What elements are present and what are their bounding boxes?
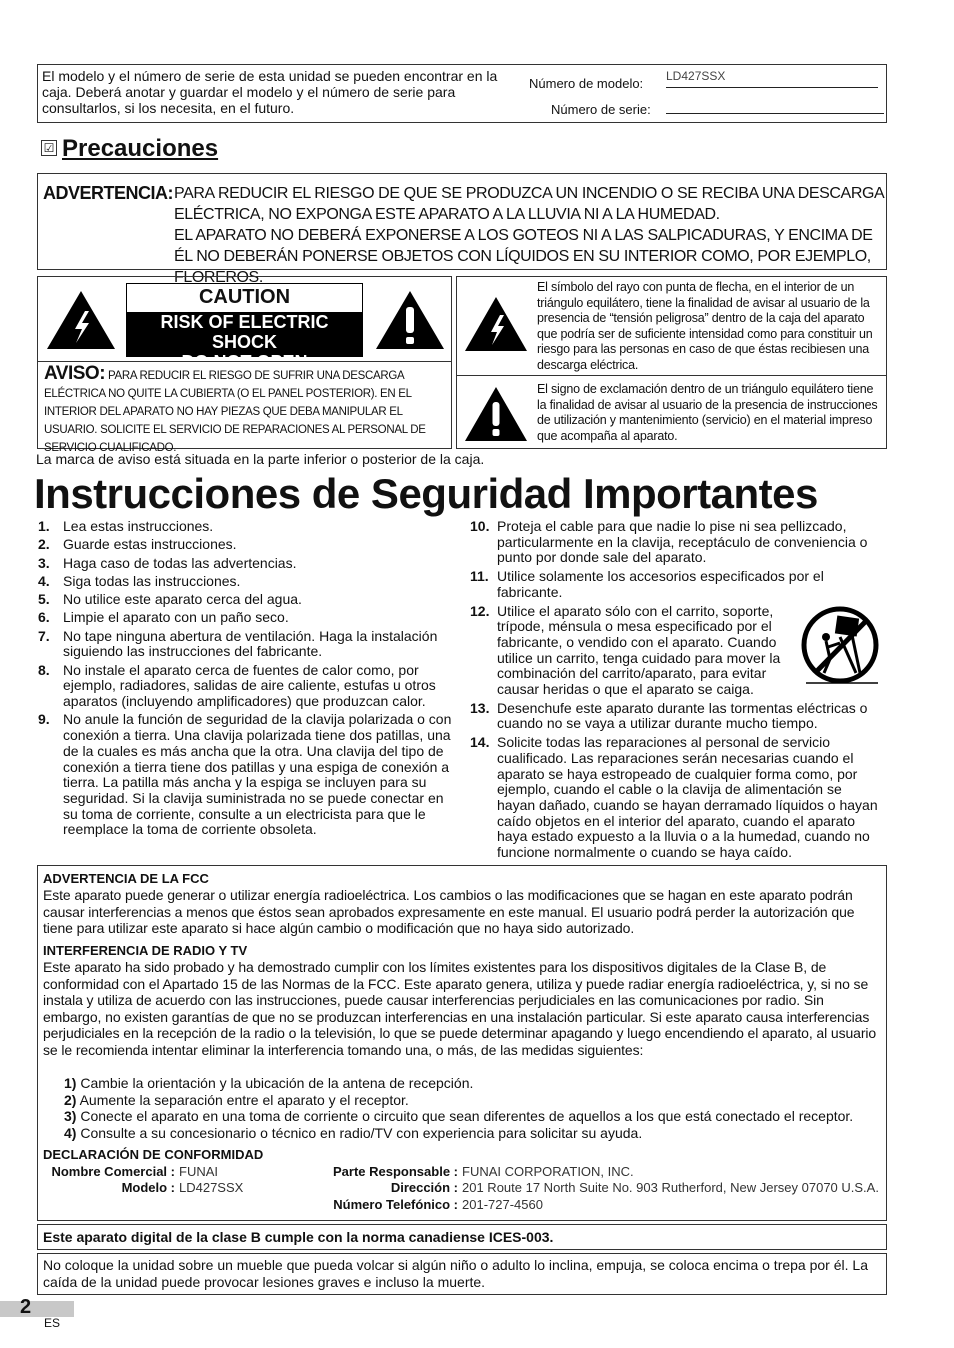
interference-measure-item [64, 1075, 473, 1091]
checkbox-icon: ☑ [41, 140, 57, 156]
instruction-text: No anule la función de seguridad de la clavija polarizada o con conexión a tierra. Una clavija polarizada tiene dos patillas, una de la cuales es más ancha que la otra. Una clavija del tipo de conexión a tierra tiene dos patillas y una espiga de conexión a tierra. La patilla más ancha y la espiga se incluyen para su seguridad. Si la clavija suministrada no se puede conectar en su toma de corriente, consulte a un electricista para que le reemplace la toma de corriente obsoleta. [63, 711, 452, 838]
serial-number-value [666, 95, 884, 114]
phone-value: 201-727-4560 [462, 1197, 543, 1212]
warning-mark-location-note: La marca de aviso está situada en la parte inferior o posterior de la caja. [36, 451, 485, 467]
instruction-number: 5. [38, 591, 50, 608]
instruction-text: Limpie el aparato con un paño seco. [63, 609, 289, 626]
trade-name-label: Nombre Comercial : [51, 1164, 175, 1179]
model-value: LD427SSX [179, 1180, 244, 1195]
instruction-number: 8. [38, 661, 50, 678]
warning-box [37, 173, 887, 286]
instruction-text: Solicite todas las reparaciones al personal de servicio cualificado. Las reparaciones serán necesarias cuando el aparato se haya estropeado de cualquier forma como, por ejemplo, cuando el cable o la clavija de alimentación se hayan dañado, cuando se hayan derramado líquidos o hayan caído objetos en el interior del aparato, cuando el aparato haya estado expuesto a la lluvia o a la humedad, cuando no funcione normalmente o cuando se haya caído. [497, 734, 878, 861]
page-language: ES [44, 1316, 61, 1330]
measure-number: 1) [64, 1075, 77, 1091]
instruction-text: Proteja el cable para que nadie lo pise ni sea pellizcado, particularmente en la clavija, receptáculo de conveniencia o punto por donde sale del aparato. [497, 518, 868, 566]
instruction-number: 7. [38, 627, 50, 644]
warning-text [174, 183, 884, 288]
fcc-box [37, 865, 887, 1221]
instruction-text: Utilice solamente los accesorios especificados por el fabricante. [497, 568, 824, 600]
fcc-warning-text: Este aparato puede generar o utilizar energía radioeléctrica. Los cambios o las modificaciones que se hagan en este aparato podrán causar interferencias a menos que éstos sean aprobados expresamente en este manual. El usuario podrá perder la autorización que tiene para utilizar este aparato si hace algún cambio o modificación que no haya sido autorizado. [43, 887, 855, 936]
warning-label: ADVERTENCIA: [43, 183, 174, 203]
lightning-warning-icon [45, 289, 117, 351]
canada-compliance-box [37, 1224, 887, 1250]
page-number: 2 [20, 1296, 32, 1318]
instruction-number: 3. [38, 554, 50, 571]
instruction-item [470, 519, 880, 566]
aviso-text-block [44, 365, 449, 457]
instruction-item [470, 569, 880, 600]
address-label: Dirección : [390, 1180, 458, 1195]
phone-label: Número Telefónico : [333, 1197, 458, 1212]
exclamation-warning-icon [374, 289, 446, 351]
interference-text: Este aparato ha sido probado y ha demostrado cumplir con los límites existentes para los dispositivos digitales de la Clase B, de conformidad con el Apartado 15 de las Normas de la FCC. Este aparato genera, utiliza y puede radiar energía radioeléctrica, y, si no se instala y utiliza de acuerdo con las instrucciones, puede causar interferencias perjudiciales en las comunicaciones por radio. Sin embargo, no existen garantías de que no se produzcan interferencias en una instalación particular. Si este aparato causa interferencias perjudiciales en la recepción de la radio o la televisión, lo que se puede determinar apagando y luego encendiendo el aparato, al usuario se le recomienda intentar eliminar la interferencia tomando una, o más, de las medidas siguientes: [43, 959, 877, 1058]
instruction-number: 1. [38, 518, 50, 534]
symbol-explanations-box [456, 276, 887, 449]
caution-title: CAUTION [198, 286, 291, 308]
caution-line-2: DO NOT OPEN [181, 352, 308, 372]
instruction-item [38, 712, 452, 838]
instruction-number: 2. [38, 536, 50, 553]
caution-shock-notice [127, 312, 362, 372]
trade-name-value: FUNAI [179, 1164, 218, 1179]
instructions-list-right [470, 519, 880, 864]
model-number-value: LD427SSX [666, 69, 878, 88]
canada-compliance-text: Este aparato digital de la clase B cumple con la norma canadiense ICES-003. [43, 1229, 554, 1245]
caution-box [37, 276, 452, 454]
interference-heading: INTERFERENCIA DE RADIO Y TV [43, 943, 248, 958]
exclamation-triangle-icon [463, 385, 529, 443]
instruction-text: No tape ninguna abertura de ventilación. Haga la instalación siguiendo las instrucciones del fabricante. [63, 627, 438, 660]
instruction-text: No utilice este aparato cerca del agua. [63, 591, 302, 608]
precauciones-title: Precauciones [62, 135, 219, 162]
lightning-triangle-icon [463, 295, 529, 353]
aviso-label: AVISO: [44, 363, 106, 384]
instruction-text: Guarde estas instrucciones. [63, 536, 237, 553]
instruction-item [38, 663, 452, 710]
interference-measure-item [64, 1125, 642, 1141]
instruction-number: 13. [470, 699, 490, 716]
instruction-item [38, 556, 452, 572]
aviso-text: PARA REDUCIR EL RIESGO DE SUFRIR UNA DESCARGA ELÉCTRICA NO QUITE LA CUBIERTA (O EL PANEL POSTERIOR). EN EL INTERIOR DEL APARATO NO HAY PIEZAS QUE DEBA MANIPULAR EL USUARIO. SOLICITE EL SERVICIO DE REPARACIONES AL PERSONAL DE SERVICIO CUALIFICADO. [44, 370, 426, 454]
instruction-item [38, 592, 452, 608]
instruction-number: 6. [38, 609, 50, 626]
instruction-text: Lea estas instrucciones. [63, 518, 214, 534]
measure-text: Cambie la orientación y la ubicación de la antena de recepción. [80, 1075, 474, 1091]
measure-number: 2) [64, 1091, 77, 1108]
warning-line-1: PARA REDUCIR EL RIESGO DE QUE SE PRODUZCA UN INCENDIO O SE RECIBA UNA DESCARGA ELÉCTRICA, NO EXPONGA ESTE APARATO A LA LLUVIA NI A LA HUMEDAD. [174, 185, 884, 223]
warning-line-2: EL APARATO NO DEBERÁ EXPONERSE A LOS GOTEOS NI A LAS SALPICADURAS, Y ENCIMA DE ÉL NO DEBERÁN PONERSE OBJETOS CON LÍQUIDOS EN SU INTERIOR COMO, POR EJEMPLO, FLOREROS. [174, 227, 873, 286]
measure-text: Conecte el aparato en una toma de corriente o circuito que sean diferentes de aquellos a los que está conectado el receptor. [80, 1108, 854, 1124]
symbol-divider [457, 375, 886, 376]
instruction-number: 10. [470, 518, 490, 534]
instruction-item [38, 574, 452, 590]
fcc-warning-heading: ADVERTENCIA DE LA FCC [43, 871, 209, 886]
caution-divider [38, 361, 451, 362]
instruction-item [38, 629, 452, 660]
tip-over-warning-box [37, 1253, 887, 1295]
model-number-label: Número de modelo: [529, 76, 644, 91]
instructions-list-left [38, 519, 452, 841]
exclamation-symbol-description: El signo de exclamación dentro de un triángulo equilátero tiene la finalidad de avisar al usuario de la presencia de instrucciones de utilización y mantenimiento (servicio) en el material impreso que acompaña al aparato. [537, 382, 878, 443]
instruction-item [38, 610, 452, 626]
measure-number: 4) [64, 1124, 77, 1141]
conformity-heading: DECLARACIÓN DE CONFORMIDAD [43, 1147, 264, 1162]
instruction-number: 12. [470, 602, 490, 619]
page-title: Instrucciones de Seguridad Importantes [34, 470, 818, 517]
model-serial-note: El modelo y el número de serie de esta unidad se pueden encontrar en la caja. Deberá anotar y guardar el modelo y el número de serie para consultarlos, si los necesita, en el futuro. [42, 68, 498, 116]
responsible-party-label: Parte Responsable : [333, 1164, 458, 1179]
instruction-text: Haga caso de todas las advertencias. [63, 554, 297, 571]
instruction-number: 4. [38, 572, 50, 589]
measure-text: Aumente la separación entre el aparato y el receptor. [79, 1091, 409, 1108]
instruction-text: Utilice el aparato sólo con el carrito, soporte, trípode, ménsula o mesa especificado por el fabricante, o vendido con el aparato. Cuando utilice un carrito, tenga cuidado para mover la combinación del carrito/aparato, para evitar causar heridas o que el aparato se caiga. [497, 602, 781, 698]
caution-label [126, 283, 363, 372]
interference-measure-item [64, 1092, 409, 1108]
instruction-number: 14. [470, 734, 490, 751]
instruction-item [38, 537, 452, 553]
instruction-text: No instale el aparato cerca de fuentes de calor como, por ejemplo, radiadores, salidas de aire caliente, estufas u otros aparatos (incluyendo amplificadores) que produzcan calor. [63, 661, 436, 710]
instruction-text: Desenchufe este aparato durante las tormentas eléctricas o cuando no se vaya a utilizar durante mucho tiempo. [497, 699, 868, 732]
instruction-text: Siga todas las instrucciones. [63, 572, 241, 589]
address-value: 201 Route 17 North Suite No. 903 Rutherford, New Jersey 07070 U.S.A. [462, 1180, 879, 1195]
serial-number-label: Número de serie: [551, 102, 651, 117]
lightning-symbol-description: El símbolo del rayo con punta de flecha, en el interior de un triángulo equilátero, tiene la finalidad de avisar al usuario de la presencia de “tensión peligrosa” dentro de la caja del aparato que podría ser de suficiente intensidad como para constituir un riesgo para las personas en caso de que éstas recibiesen una descarga eléctrica. [537, 280, 873, 372]
instruction-number: 9. [38, 711, 50, 728]
model-serial-box [37, 64, 887, 123]
instruction-number: 11. [470, 568, 489, 585]
model-label: Modelo : [121, 1180, 175, 1195]
responsible-party-value: FUNAI CORPORATION, INC. [462, 1164, 634, 1179]
instruction-item [38, 519, 452, 535]
cart-tip-over-warning-icon [800, 601, 880, 689]
interference-measure-item [64, 1108, 853, 1124]
page-number-bar [0, 1301, 74, 1317]
instruction-item [470, 701, 880, 732]
caution-line-1: RISK OF ELECTRIC SHOCK [160, 312, 329, 352]
measure-number: 3) [64, 1108, 77, 1124]
measure-text: Consulte a su concesionario o técnico en radio/TV con experiencia para solicitar su ayuda. [80, 1124, 643, 1141]
tip-over-warning-text: No coloque la unidad sobre un mueble que pueda volcar si algún niño o adulto lo inclina, empuja, se coloca encima o trepa por él. La caída de la unidad puede provocar lesiones graves e incluso la muerte. [43, 1257, 868, 1290]
instruction-item [470, 735, 880, 861]
